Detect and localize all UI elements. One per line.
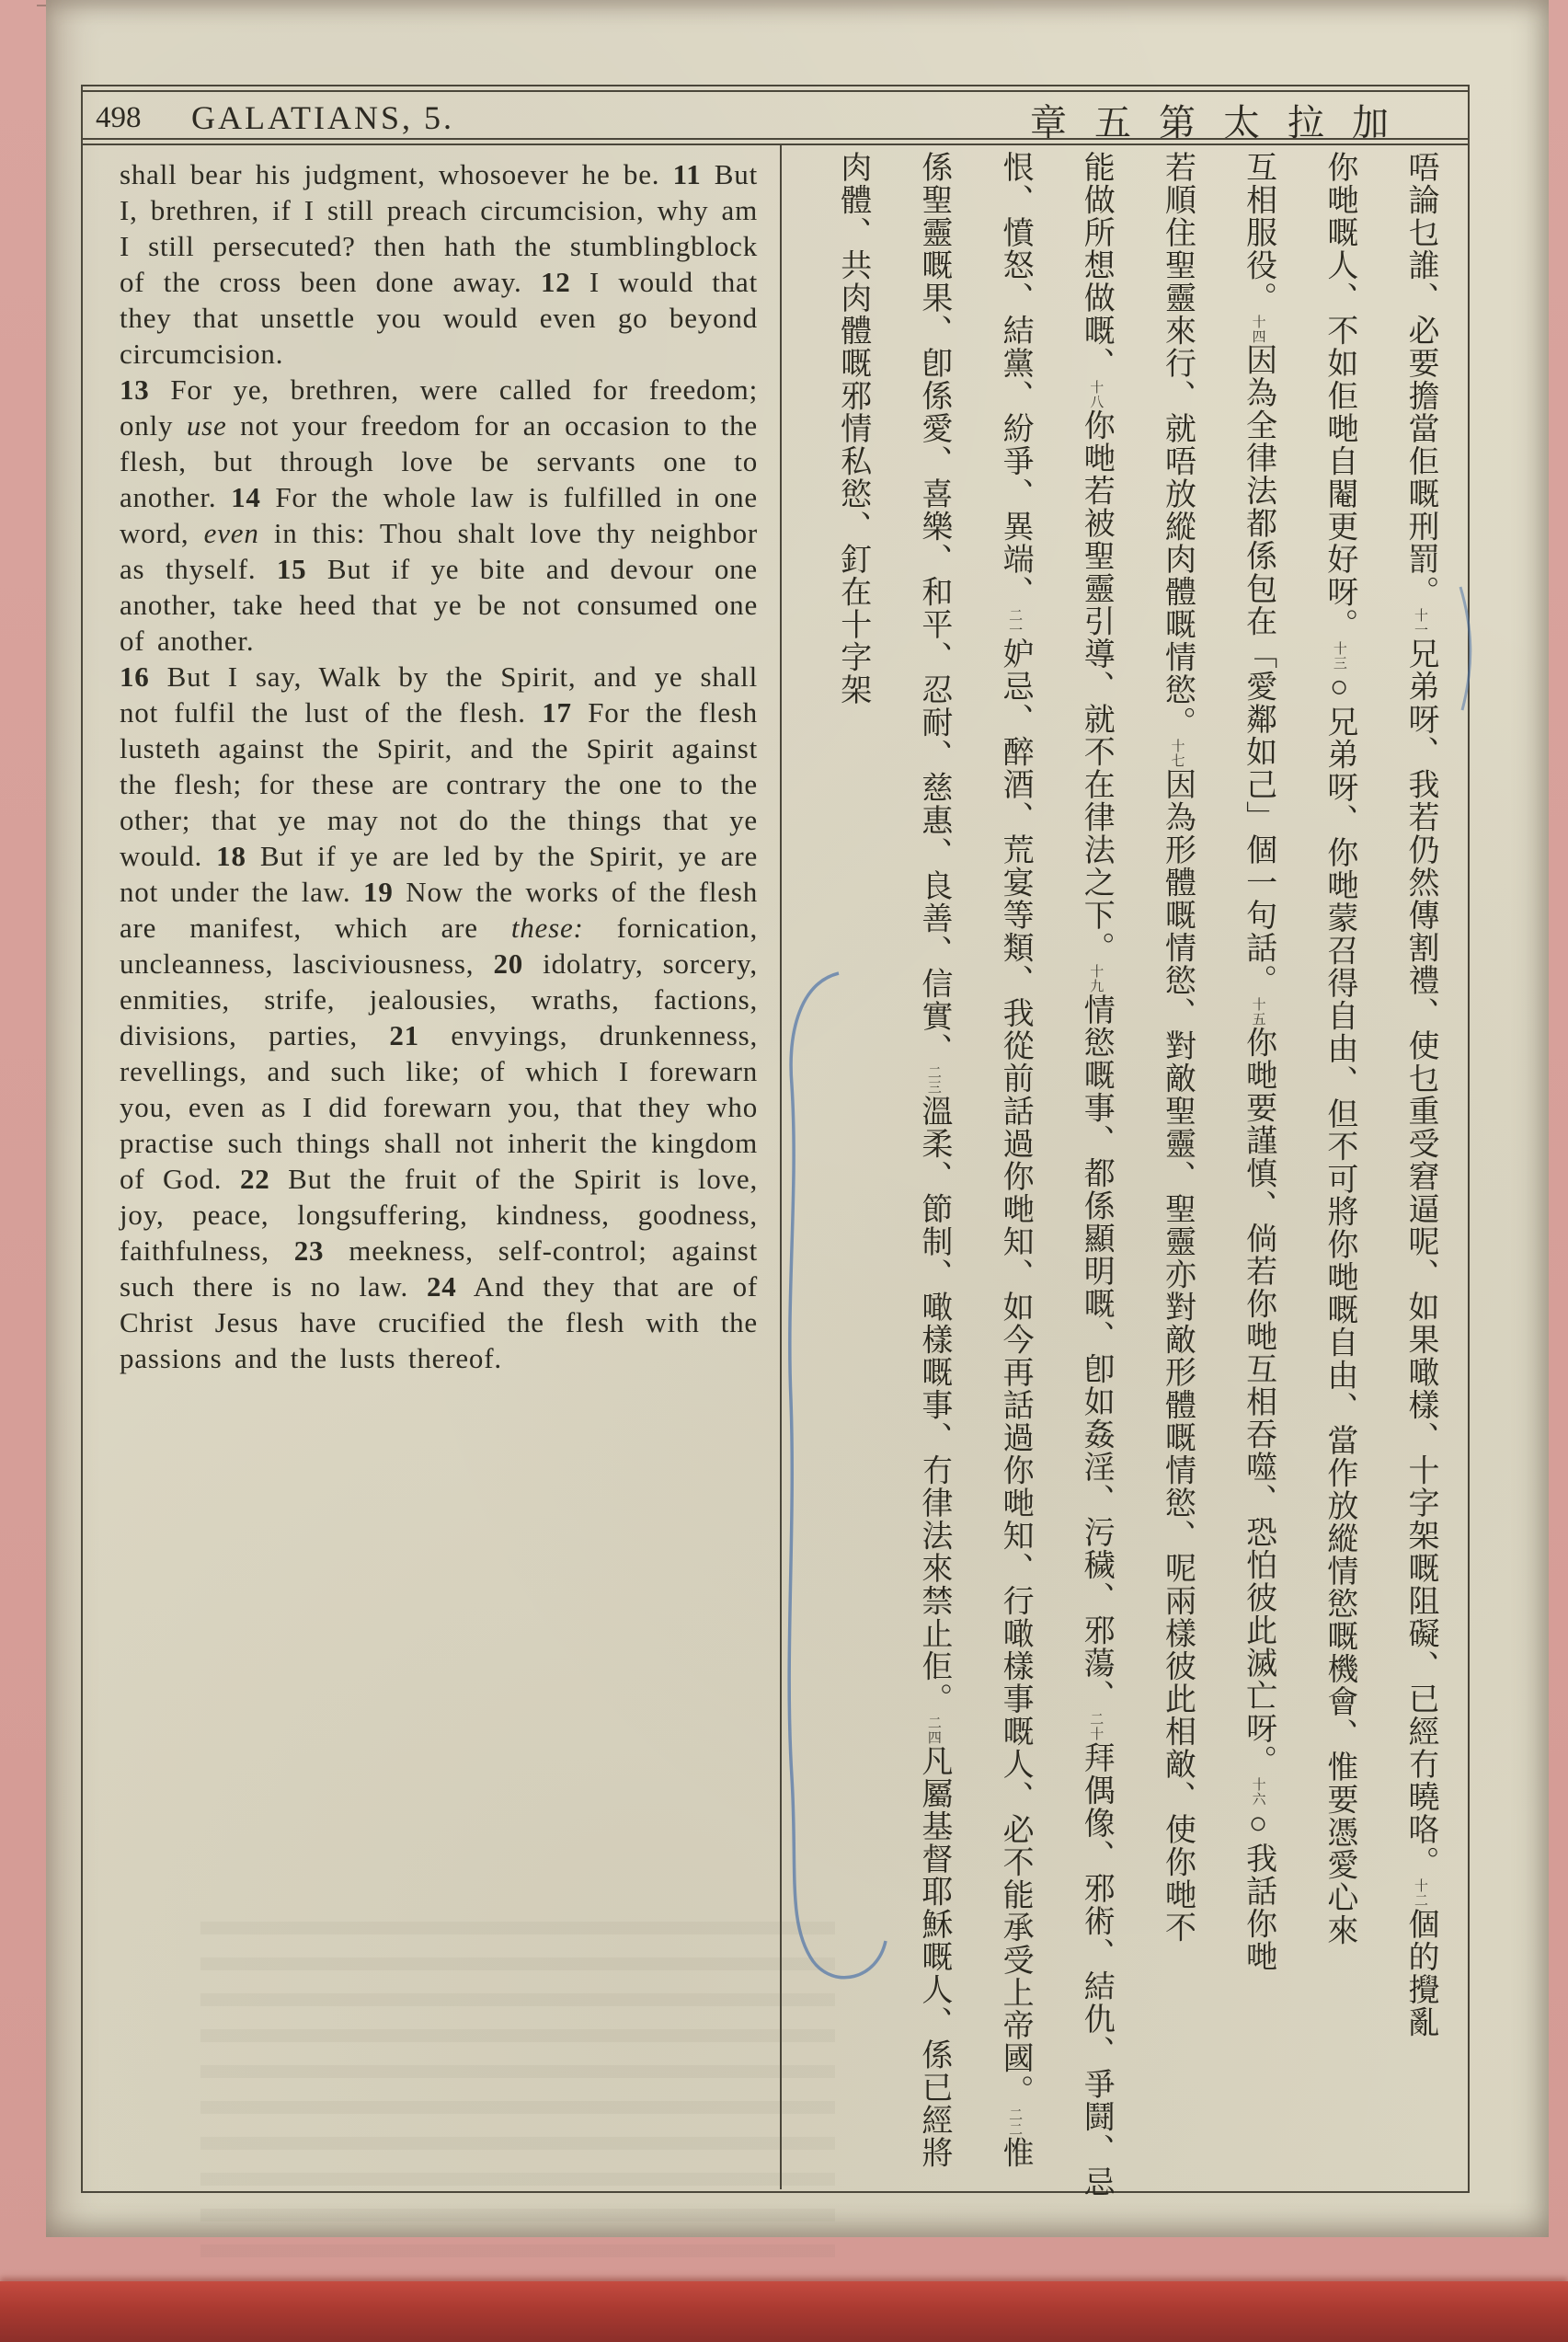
paper	[46, 0, 1549, 2237]
text-segment: 你哋若被聖靈引導、就不在律法之下。	[1079, 408, 1114, 964]
verse-marker: 十三	[1331, 640, 1346, 671]
verse-number: 23	[293, 1234, 325, 1267]
verse-marker: 二二	[1007, 2107, 1023, 2137]
text-segment: 拜偶像、邪術、結仇、爭鬪、忌	[1079, 1741, 1114, 2198]
chinese-text	[796, 151, 1460, 2198]
text-segment: 互相服役。	[1241, 151, 1276, 315]
chinese-column	[893, 151, 974, 2182]
text-segment: 恨、憤怒、結黨、紛爭、異端、	[998, 151, 1033, 608]
text-segment: I would that they that unsettle you would even go beyond circumcision.	[120, 266, 758, 370]
italic-word: these:	[510, 912, 584, 944]
verse-marker: 二一	[1007, 608, 1023, 637]
english-paragraph	[120, 372, 758, 659]
text-segment: 因為形體嘅情慾、對敵聖靈、聖靈亦對敵形體嘅情慾、呢兩樣彼此相敵、使你哋不	[1160, 768, 1195, 1944]
text-segment: 唔論乜誰、必要擔當佢嘅刑罰。	[1403, 151, 1437, 608]
book-edge-red	[0, 2281, 1568, 2342]
text-segment: For the whole law is fulfilled in one word,	[120, 481, 758, 549]
page-title-chinese: 章五第太拉加	[1030, 102, 1416, 144]
text-segment: For ye, brethren, were called for freedom; only	[120, 373, 758, 442]
page-showthrough	[200, 1917, 835, 2257]
header-rule	[83, 138, 1468, 145]
page-frame	[81, 85, 1470, 2198]
text-segment: Now the works of the flesh are manifest, which are	[120, 876, 759, 944]
text-segment: For the flesh lusteth against the Spirit, and the Spirit against the flesh; for these are contrary the one to the other; that ye may not do the things that ye would.	[120, 696, 758, 872]
text-segment: But if ye are led by the Spirit, ye are not under the law.	[120, 840, 759, 908]
verse-marker: 十四	[1250, 314, 1265, 344]
english-text	[120, 156, 758, 1376]
text-segment: idolatry, sorcery, enmities, strife, jealousies, wraths, factions, divisions, parties,	[120, 947, 758, 1051]
italic-word: even	[203, 517, 259, 549]
verse-marker: 二四	[925, 1715, 941, 1745]
text-segment: 兄弟呀、我若仍然傳割禮、使乜重受窘逼呢、如果噉樣、十字架嘅阻礙、已經冇曉咯。	[1403, 637, 1437, 1878]
text-segment: in this: Thou shalt love thy neighbor as thyself.	[120, 517, 758, 585]
chinese-column	[1299, 151, 1379, 2182]
chinese-column	[1217, 151, 1298, 2182]
text-segment: ○我話你哋	[1241, 1807, 1276, 1973]
english-paragraph	[120, 659, 758, 1376]
verse-number: 14	[231, 481, 261, 513]
text-segment: 你哋嘅人、不如佢哋自閹更好呀。	[1322, 151, 1356, 641]
chinese-column	[1379, 151, 1460, 2182]
text-segment: 因為全律法都係包在「愛鄰如己」個一句話。	[1241, 343, 1276, 997]
verse-number: 12	[540, 266, 571, 298]
text-segment: But the fruit of the Spirit is love, joy, peace, longsuffering, kindness, goodness, faithfulness,	[120, 1163, 758, 1267]
text-segment: 肉體、共肉體嘅邪情私慾、釘在十字架	[835, 151, 870, 706]
verse-number: 18	[216, 840, 246, 872]
text-segment: 凡屬基督耶穌嘅人、係已經將	[916, 1744, 951, 2169]
verse-number: 11	[672, 158, 702, 190]
verse-number: 21	[389, 1019, 419, 1051]
chinese-column	[974, 151, 1055, 2182]
verse-marker: 二三	[925, 1065, 941, 1095]
text-segment: 若順住聖靈來行、就唔放縱肉體嘅情慾。	[1160, 151, 1195, 739]
verse-marker: 十九	[1088, 964, 1104, 993]
verse-number: 22	[239, 1163, 270, 1195]
text-segment: envyings, drunkenness, revellings, and such like; of which I forewarn you, even as I did forewarn you, that they who practise such things shall not inherit the kingdom of God.	[120, 1019, 758, 1195]
italic-word: use	[186, 409, 227, 442]
verse-marker: 十八	[1088, 379, 1104, 409]
page-title-english: GALATIANS, 5.	[191, 99, 454, 136]
verse-number: 16	[120, 660, 150, 693]
column-divider	[780, 144, 782, 2189]
verse-number: 17	[542, 696, 572, 729]
text-segment: not your freedom for an occasion to the flesh, but through love be servants one to another.	[120, 409, 758, 513]
text-segment: And they that are of Christ Jesus have crucified the flesh with the passions and the lusts thereof.	[120, 1270, 758, 1374]
verse-marker: 十二	[1413, 1878, 1427, 1908]
text-segment: meekness, self-control; against such there is no law.	[120, 1234, 758, 1303]
verse-marker: 十六	[1250, 1777, 1265, 1807]
chinese-column	[1136, 151, 1217, 2182]
verse-marker: 十七	[1169, 739, 1185, 768]
chinese-column	[812, 151, 893, 2182]
text-segment: But I say, Walk by the Spirit, and ye shall not fulfil the lust of the flesh.	[120, 660, 758, 729]
text-segment: But if ye bite and devour one another, take heed that ye be not consumed one of another.	[120, 553, 758, 657]
text-segment: 係聖靈嘅果、卽係愛、喜樂、和平、忍耐、慈惠、良善、信實、	[916, 151, 951, 1065]
text-segment: 惟	[998, 2136, 1033, 2169]
verse-marker: 十五	[1250, 996, 1265, 1027]
text-segment: But I, brethren, if I still preach circumcision, why am I still persecuted? then hath the stumblingblock of the cross been done away.	[120, 158, 758, 298]
page-number: 498	[96, 101, 142, 134]
page-header	[83, 94, 1468, 144]
verse-number: 15	[276, 553, 307, 585]
text-segment: 溫柔、節制、噉樣嘅事、冇律法來禁止佢。	[916, 1095, 951, 1716]
text-segment: shall bear his judgment, whosoever he be.	[120, 158, 673, 190]
verse-number: 19	[363, 876, 394, 908]
verse-marker: 十一	[1413, 608, 1427, 637]
chinese-column	[1055, 151, 1136, 2198]
text-segment: fornication, uncleanness, lasciviousness,	[120, 912, 759, 980]
verse-number: 13	[120, 373, 150, 406]
verse-number: 24	[426, 1270, 457, 1303]
verse-marker: 二十	[1088, 1712, 1104, 1741]
text-segment: 妒忌、醉酒、荒宴等類、我從前話過你哋知、如今再話過你哋知、行噉樣事嘅人、必不能承受上帝國。	[998, 637, 1033, 2107]
english-paragraph	[120, 156, 758, 372]
text-segment: 個的攪亂	[1403, 1908, 1437, 2038]
text-segment: 你哋要謹慎、倘若你哋互相吞噬、恐怕彼此滅亡呀。	[1241, 1026, 1276, 1777]
text-segment: 能做所想做嘅、	[1079, 151, 1114, 380]
verse-number: 20	[493, 947, 524, 980]
text-segment: ○兄弟呀、你哋蒙召得自由、但不可將你哋嘅自由、當作放縱情慾嘅機會、惟要憑愛心來	[1322, 670, 1356, 1946]
text-segment: 情慾嘅事、都係顯明嘅、卽如姦淫、污穢、邪蕩、	[1079, 993, 1114, 1712]
